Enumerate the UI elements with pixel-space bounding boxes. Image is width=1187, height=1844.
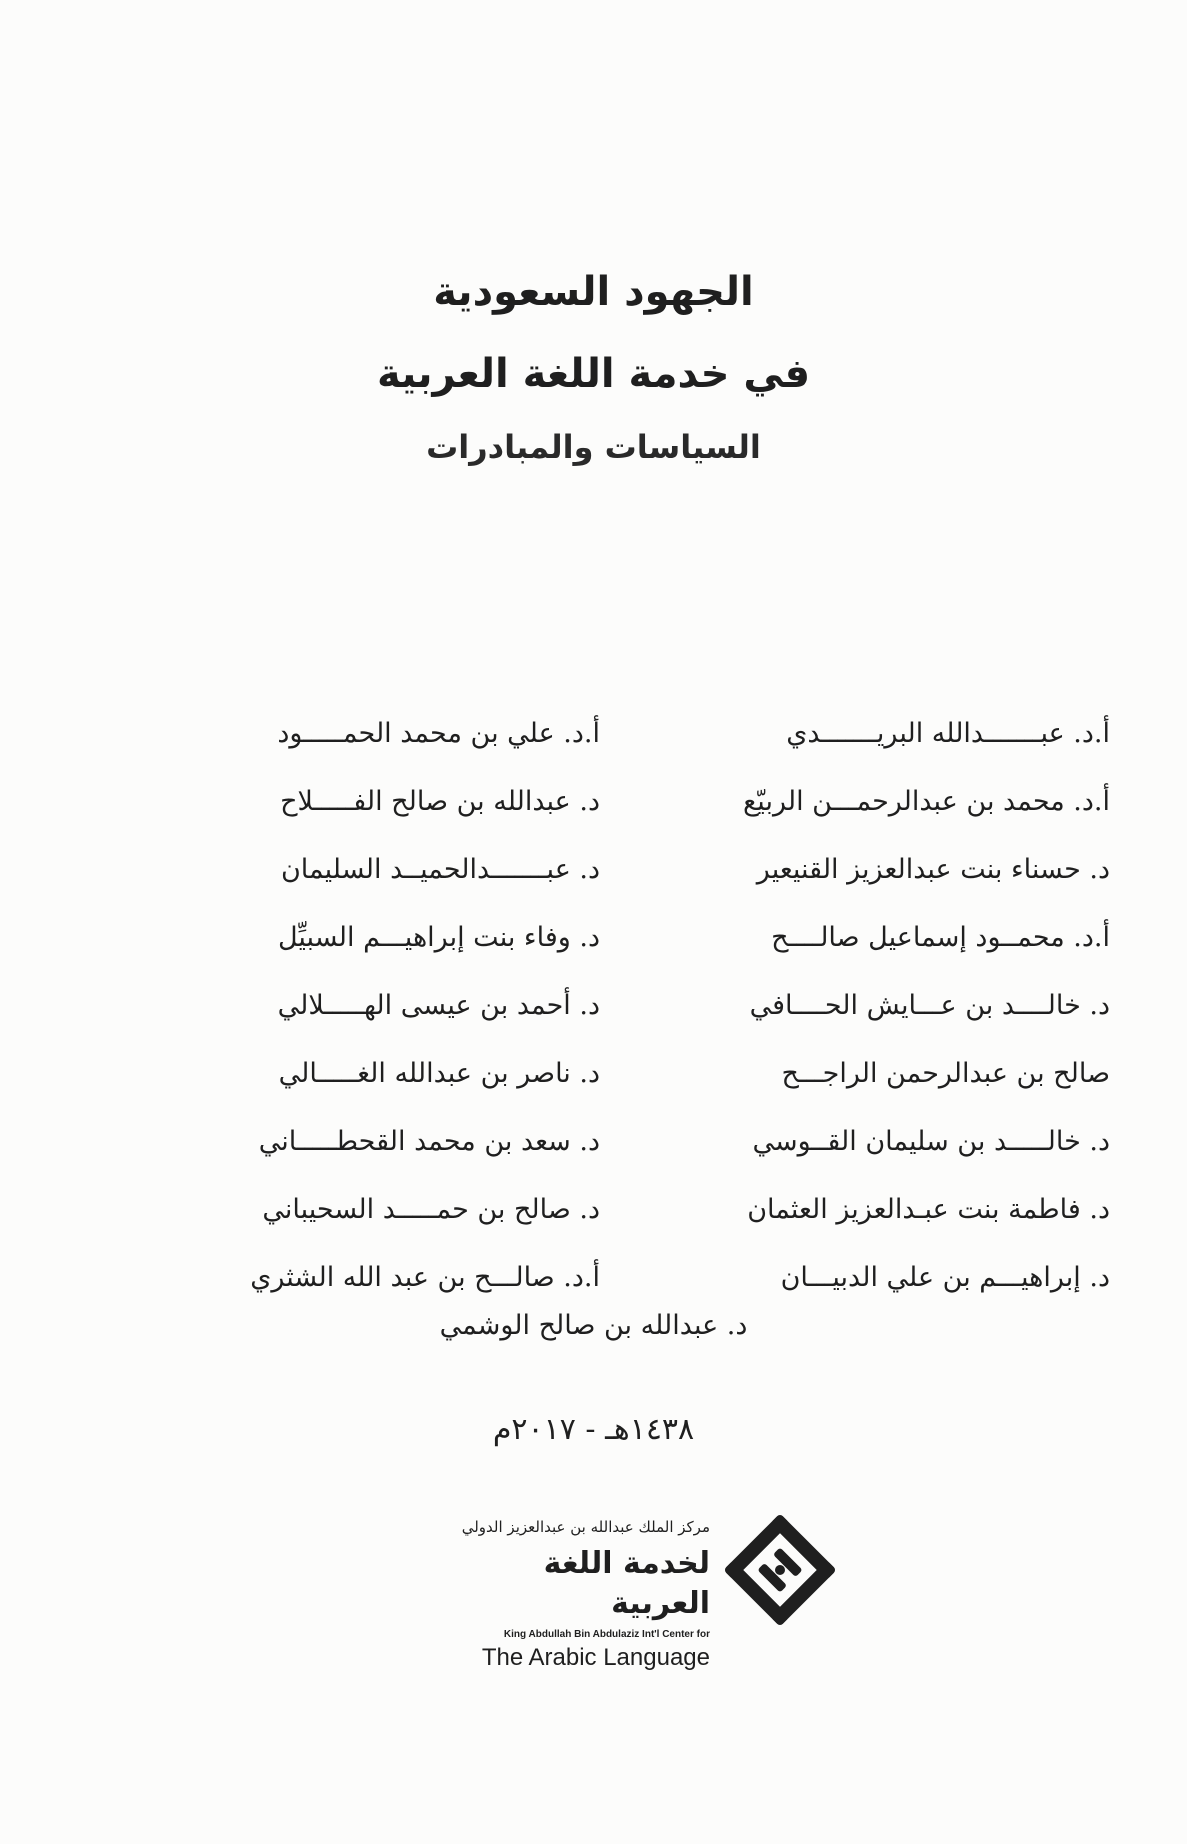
author-name: د. صالح بن حمـــــد السحيباني [262,1194,600,1225]
author-name: د. حسناء بنت عبدالعزيز القنيعير [756,854,1110,885]
author-name: د. وفاء بنت إبراهيـــم السبيِّل [277,922,600,953]
publisher-name-ar-small: مركز الملك عبدالله بن عبدالعزيز الدولي [461,1518,710,1536]
author-name: د. خالــــد بن عـــايش الحــــافي [749,990,1110,1021]
publisher-name-en: The Arabic Language [481,1644,710,1671]
author-name: د. سعد بن محمد القحطـــــاني [258,1126,600,1157]
authors-left-column [180,700,600,1312]
author-name: صالح بن عبدالرحمن الراجـــح [781,1058,1110,1089]
author-name: أ.د. صالـــح بن عبد الله الشثري [250,1262,600,1293]
author-name: أ.د. علي بن محمد الحمـــــود [277,718,600,749]
author-name: أ.د. عبـــــــدالله البريـــــــدي [786,718,1110,749]
author-name: د. فاطمة بنت عبـدالعزيز العثمان [747,1194,1110,1225]
book-title-block [0,262,1187,472]
author-name-last: د. عبدالله بن صالح الوشمي [439,1310,748,1341]
publication-date: ١٤٣٨هـ - ٢٠١٧م [492,1412,695,1447]
calligraphic-logo-icon [720,1510,840,1630]
author-name: د. أحمد بن عيسى الهـــــلالي [277,990,600,1021]
publisher-name-ar: لخدمة اللغة العربية [543,1546,710,1621]
book-subtitle: السياسات والمبادرات [426,428,761,466]
author-name: أ.د. محمد بن عبدالرحمـــن الربيّع [742,786,1110,817]
author-name: أ.د. محمــود إسماعيل صالــــح [771,922,1110,953]
book-title-line-2: في خدمة اللغة العربية [376,351,811,397]
publisher-logo [440,1510,840,1671]
author-name: د. عبـــــــدالحميــد السليمان [280,854,600,885]
authors-right-column [690,700,1110,1312]
book-title-line-1: الجهود السعودية [433,269,754,315]
author-name: د. عبدالله بن صالح الفـــــلاح [280,786,600,817]
author-name: د. إبراهيـــم بن علي الدبيـــان [780,1262,1110,1293]
publisher-name-en-small: King Abdullah Bin Abdulaziz Int'l Center for [503,1629,710,1640]
publisher-name-block [450,1516,710,1672]
author-name: د. ناصر بن عبدالله الغـــــالي [278,1058,600,1089]
author-name: د. خالـــــد بن سليمان القــوسي [752,1126,1110,1157]
